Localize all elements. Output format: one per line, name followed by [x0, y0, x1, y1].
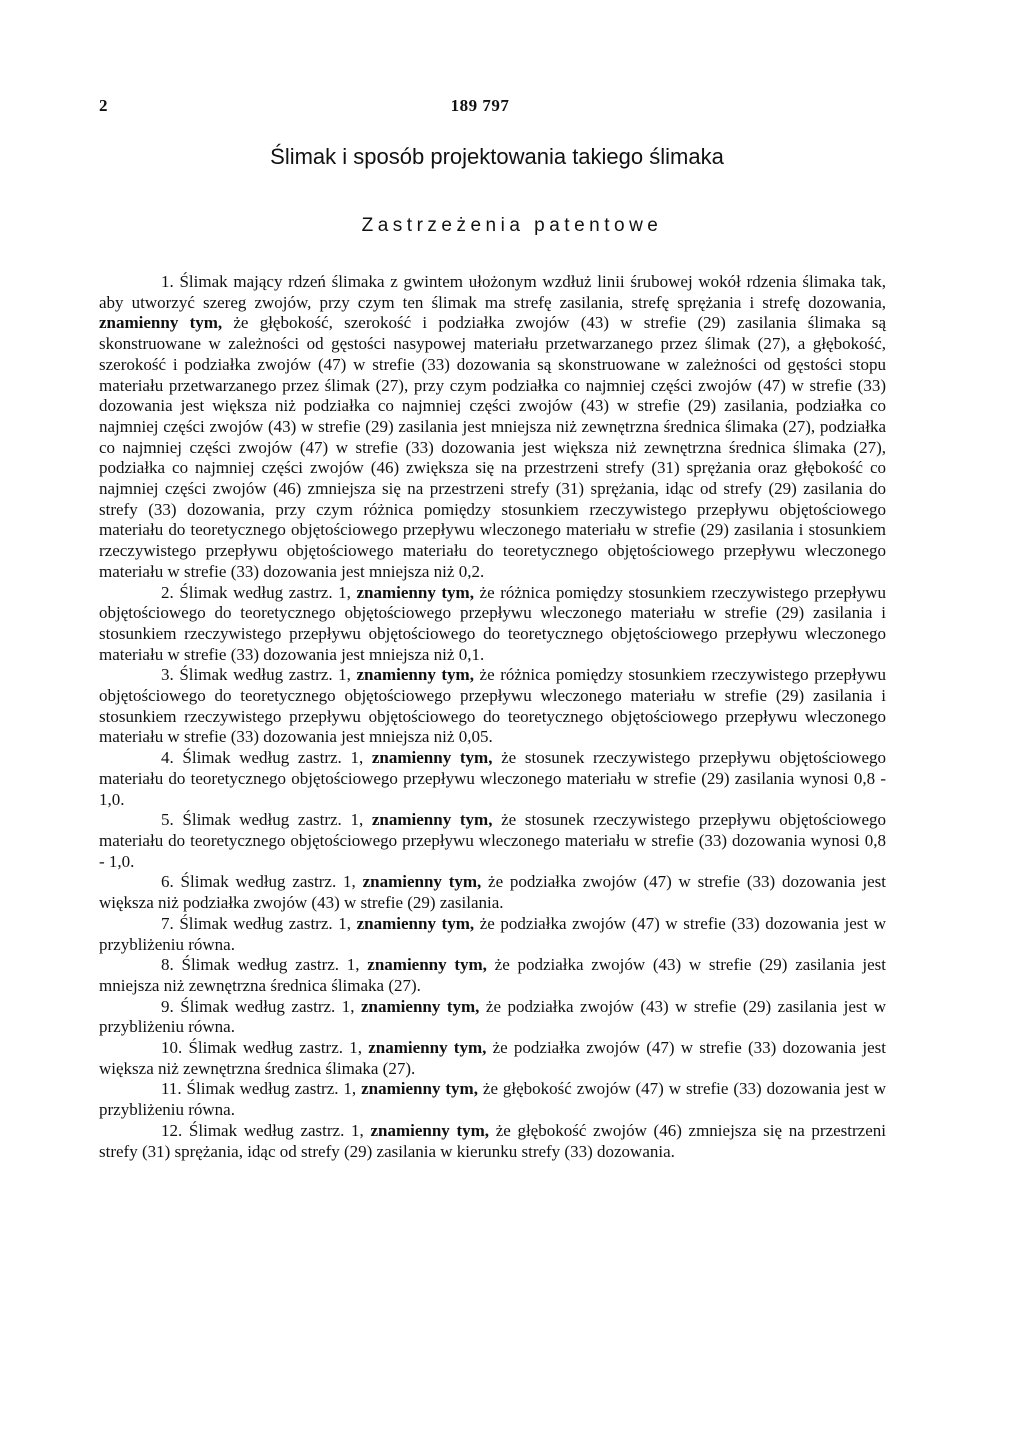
- claim-7: [99, 914, 886, 955]
- claim-text-lead: Ślimak według zastrz. 1,: [173, 810, 364, 830]
- claim-11: [99, 1079, 886, 1120]
- claim-characterizing-phrase: znamienny tym,: [370, 1120, 490, 1140]
- section-heading: Zastrzeżenia patentowe: [361, 215, 663, 236]
- claim-text: że stosunek rzeczywistego przepływu objętościowego materiału do teoretycznego objętościowego przepływu wleczonego materiału w strefie (29) zasilania wynosi 0,8 - 1,0.: [99, 748, 886, 809]
- claim-number: 9.: [161, 996, 174, 1016]
- page-number: 2: [99, 96, 108, 115]
- claim-text: że podziałka zwojów (47) w strefie (33) dozowania jest większa niż zewnętrzna średnica ślimaka (27).: [99, 1038, 887, 1078]
- claim-text-lead: Ślimak według zastrz. 1,: [173, 872, 356, 892]
- claim-2: [99, 583, 886, 666]
- claim-number: 2.: [161, 582, 174, 602]
- claim-number: 1.: [161, 272, 174, 291]
- claim-number: 6.: [161, 872, 174, 892]
- claim-characterizing-phrase: znamienny tym,: [368, 1038, 487, 1058]
- claim-text: że głębokość, szerokość i podziałka zwojów (43) w strefie (29) zasilania ślimaka są skonstruowane w zależności od gęstości nasypowej materiału przetwarzanego przez ślimak (27), a głębokość, szerokość i podziałka zwojów (47) w strefie (33) dozowania są skonstruowane w zależności od gęstości stopu materiału przetwarzanego przez ślimak (27), przy czym podziałka co najmniej części zwojów (47) w strefie (33) dozowania jest większa niż podziałka co najmniej części zwojów (43) w strefie (29) zasilania, podziałka co najmniej części zwojów (43) w strefie (29) zasilania jest mniejsza niż zewnętrzna średnica ślimaka (27), podziałka co najmniej części zwojów (47) w strefie (33) dozowania jest większa niż zewnętrzna średnica ślimaka (27), podziałka co najmniej części zwojów (46) zwiększa się na przestrzeni strefy (31) sprężania oraz głębokość co najmniej części zwojów (46) zmniejsza się na przestrzeni strefy (31) sprężania, idąc od strefy (29) zasilania do strefy (33) dozowania, przy czym różnica pomiędzy stosunkiem rzeczywistego przepływu objętościowego materiału do teoretycznego objętościowego przepływu wleczonego materiału w strefie (29) zasilania i stosunkiem rzeczywistego przepływu objętościowego materiału do teoretycznego objętościowego przepływu wleczonego materiału w strefie (33) dozowania jest mniejsza niż 0,2.: [99, 313, 887, 581]
- claim-text-lead: Ślimak według zastrz. 1,: [173, 665, 351, 685]
- claim-characterizing-phrase: znamienny tym,: [356, 665, 474, 685]
- claim-3: [99, 665, 886, 748]
- claim-6: [99, 872, 886, 913]
- patent-number: 189 797: [450, 96, 510, 115]
- claim-text: że różnica pomiędzy stosunkiem rzeczywistego przepływu objętościowego do teoretycznego objętościowego przepływu wleczonego materiału w strefie (29) zasilania i stosunkiem rzeczywistego przepływu objętościowego do teoretycznego objętościowego przepływu wleczonego materiału w strefie (33) dozowania jest mniejsza niż 0,05.: [99, 665, 887, 747]
- claim-text: że podziałka zwojów (47) w strefie (33) dozowania jest większa niż podziałka zwojów (43) w strefie (29) zasilania.: [99, 872, 886, 913]
- claim-text-lead: Ślimak według zastrz. 1,: [182, 1120, 364, 1140]
- claim-text: że podziałka zwojów (47) w strefie (33) dozowania jest w przybliżeniu równa.: [99, 913, 887, 954]
- document-title: Ślimak i sposób projektowania takiego ślimaka: [270, 144, 724, 169]
- claims-list: [99, 272, 886, 1162]
- claim-number: 3.: [161, 665, 174, 685]
- claim-text: że stosunek rzeczywistego przepływu objętościowego materiału do teoretycznego objętościowego przepływu wleczonego materiału w strefie (33) dozowania wynosi 0,8 - 1,0.: [99, 810, 886, 871]
- claim-number: 10.: [161, 1038, 183, 1058]
- claim-number: 5.: [161, 810, 174, 830]
- claim-5: [99, 810, 886, 872]
- claim-text-lead: Ślimak według zastrz. 1,: [173, 996, 355, 1016]
- claim-number: 7.: [161, 913, 174, 933]
- claim-characterizing-phrase: znamienny tym,: [371, 810, 493, 830]
- claim-text: że głębokość zwojów (46) zmniejsza się na przestrzeni strefy (31) sprężania, idąc od strefy (29) zasilania w kierunku strefy (33) dozowania.: [99, 1120, 886, 1161]
- claim-characterizing-phrase: znamienny tym,: [361, 1079, 478, 1099]
- claim-text-lead: Ślimak według zastrz. 1,: [182, 1038, 362, 1058]
- claim-text-lead: Ślimak według zastrz. 1,: [181, 1079, 357, 1099]
- claim-text: że podziałka zwojów (43) w strefie (29) zasilania jest w przybliżeniu równa.: [99, 996, 886, 1037]
- claim-number: 12.: [161, 1120, 183, 1140]
- claim-number: 4.: [161, 748, 174, 768]
- claim-text-lead: Ślimak według zastrz. 1,: [173, 582, 351, 602]
- claim-characterizing-phrase: znamienny tym,: [367, 955, 487, 975]
- claim-number: 8.: [161, 955, 174, 975]
- claim-1: [99, 272, 886, 583]
- claim-characterizing-phrase: znamienny tym,: [356, 582, 474, 602]
- claim-text-lead: Ślimak według zastrz. 1,: [173, 748, 364, 768]
- claim-4: [99, 748, 886, 810]
- claim-text: że podziałka zwojów (43) w strefie (29) zasilania jest mniejsza niż zewnętrzna średnica ślimaka (27).: [99, 955, 887, 995]
- claim-10: [99, 1038, 886, 1079]
- claim-text-lead: Ślimak według zastrz. 1,: [173, 913, 351, 933]
- claim-characterizing-phrase: znamienny tym,: [99, 313, 223, 333]
- claim-text-lead: Ślimak mający rdzeń ślimaka z gwintem ułożonym wzdłuż linii śrubowej wokół rdzenia ślimaka tak, aby utworzyć szereg zwojów, przy czym ten ślimak ma strefę zasilania, strefę sprężania i strefę dozowania,: [99, 272, 886, 312]
- claim-12: [99, 1121, 886, 1162]
- claim-characterizing-phrase: znamienny tym,: [361, 996, 480, 1016]
- claim-text-lead: Ślimak według zastrz. 1,: [173, 955, 360, 975]
- claim-characterizing-phrase: znamienny tym,: [362, 872, 482, 892]
- claim-9: [99, 997, 886, 1038]
- claim-8: [99, 955, 886, 996]
- claim-text: że różnica pomiędzy stosunkiem rzeczywistego przepływu objętościowego do teoretycznego objętościowego przepływu wleczonego materiału w strefie (29) zasilania i stosunkiem rzeczywistego przepływu objętościowego do teoretycznego objętościowego przepływu wleczonego materiału w strefie (33) dozowania jest mniejsza niż 0,1.: [99, 582, 887, 664]
- claim-text: że głębokość zwojów (47) w strefie (33) dozowania jest w przybliżeniu równa.: [99, 1079, 886, 1120]
- claim-characterizing-phrase: znamienny tym,: [356, 913, 475, 933]
- claim-characterizing-phrase: znamienny tym,: [371, 748, 493, 768]
- claim-number: 11.: [161, 1079, 182, 1099]
